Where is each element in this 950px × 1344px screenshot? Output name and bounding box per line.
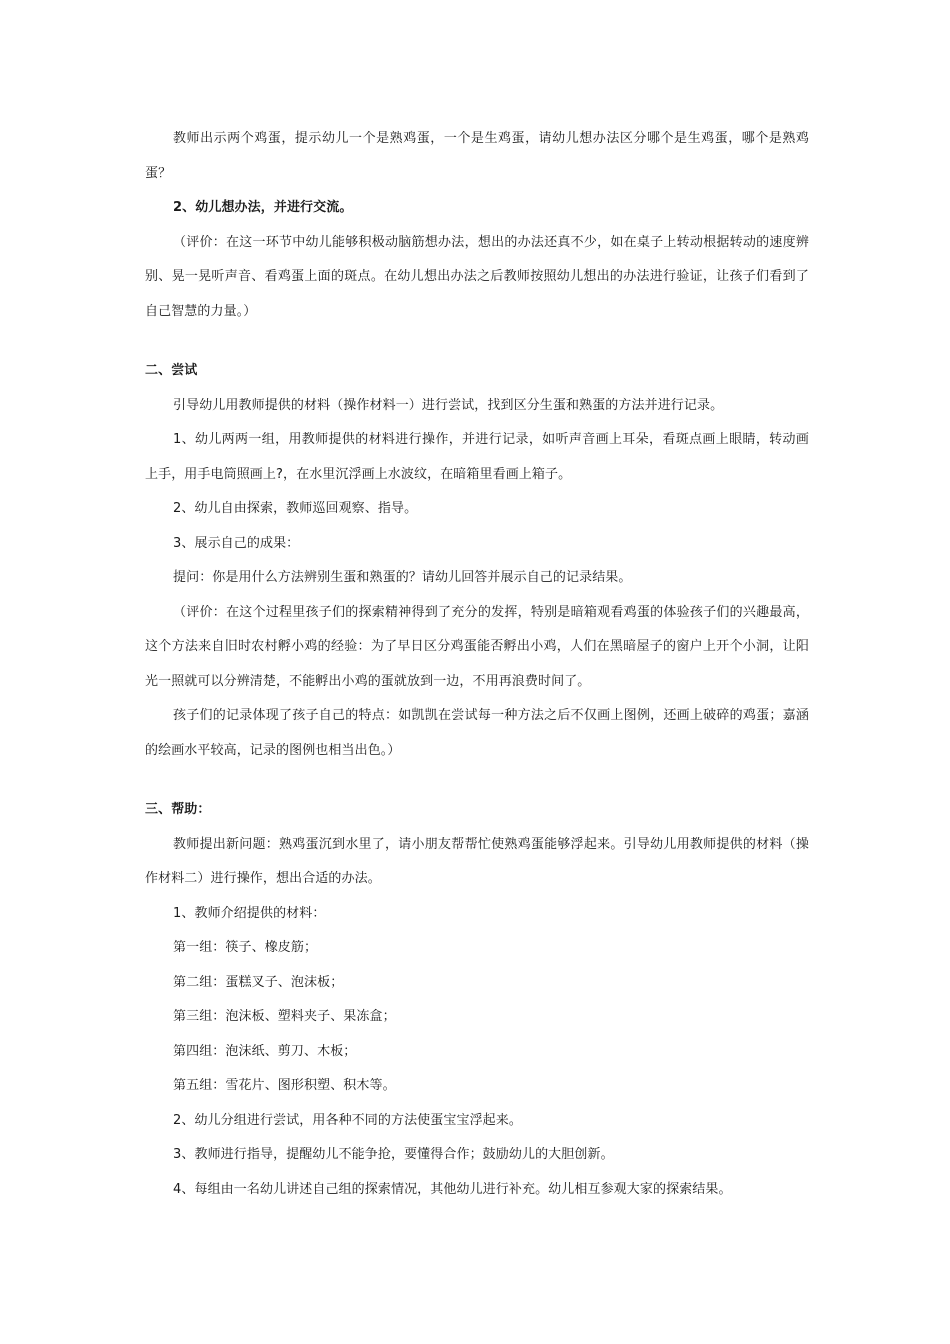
- section1-evaluation: （评价：在这一环节中幼儿能够积极动脑筋想办法，想出的办法还真不少，如在桌子上转动根据转动的速度辨别、晃一晃听声音、看鸡蛋上面的斑点。在幼儿想出办法之后教师按照幼儿想出的办法进行验证，让孩子们看到了自己智慧的力量。）: [145, 234, 809, 319]
- paragraph-gap: [145, 768, 809, 793]
- material-group-5: 第五组：雪花片、图形积塑、积木等。: [173, 1078, 396, 1093]
- section2-heading: 二、尝试: [145, 363, 198, 378]
- material-group-1: 第一组：筷子、橡皮筋；: [173, 940, 318, 955]
- section3-heading: 三、帮助：: [145, 802, 211, 817]
- section2-item2: 2、幼儿自由探索，教师巡回观察、指导。: [173, 501, 418, 516]
- section3-item1: 1、教师介绍提供的材料：: [173, 905, 326, 921]
- section2-question: 提问：你是用什么方法辨别生蛋和熟蛋的？请幼儿回答并展示自己的记录结果。: [173, 570, 632, 585]
- section3-item3: 3、教师进行指导，提醒幼儿不能争抢，要懂得合作；鼓励幼儿的大胆创新。: [173, 1147, 614, 1162]
- section3-intro: 教师提出新问题：熟鸡蛋沉到水里了，请小朋友帮帮忙使熟鸡蛋能够浮起来。引导幼儿用教师提供的材料（操作材料二）进行操作，想出合适的办法。: [145, 836, 809, 886]
- section1-step2-title: 2、幼儿想办法，并进行交流。: [173, 200, 353, 215]
- section2-item3: 3、展示自己的成果：: [173, 535, 300, 551]
- section2-evaluation1: （评价：在这个过程里孩子们的探索精神得到了充分的发挥，特别是暗箱观看鸡蛋的体验孩子们的兴趣最高，这个方法来自旧时农村孵小鸡的经验：为了早日区分鸡蛋能否孵出小鸡，人们在黑暗屋子的窗户上开个小洞，让阳光一照就可以分辨清楚，不能孵出小鸡的蛋就放到一边，不用再浪费时间了。: [145, 604, 809, 689]
- section2-item1: 1、幼儿两两一组，用教师提供的材料进行操作，并进行记录，如听声音画上耳朵，看斑点画上眼睛，转动画上手，用手电筒照画上?，在水里沉浮画上水波纹，在暗箱里看画上箱子。: [145, 432, 809, 482]
- material-group-3: 第三组：泡沫板、塑料夹子、果冻盒；: [173, 1009, 396, 1024]
- section3-item4: 4、每组由一名幼儿讲述自己组的探索情况，其他幼儿进行补充。幼儿相互参观大家的探索结果。: [173, 1181, 732, 1197]
- material-group-4: 第四组：泡沫纸、剪刀、木板；: [173, 1043, 357, 1059]
- material-group-2: 第二组：蛋糕叉子、泡沫板；: [173, 974, 344, 990]
- paragraph-gap: [145, 329, 809, 354]
- section2-evaluation2: 孩子们的记录体现了孩子自己的特点：如凯凯在尝试每一种方法之后不仅画上图例，还画上破碎的鸡蛋；嘉涵的绘画水平较高，记录的图例也相当出色。）: [145, 708, 809, 758]
- section2-intro: 引导幼儿用教师提供的材料（操作材料一）进行尝试，找到区分生蛋和熟蛋的方法并进行记录。: [173, 397, 724, 413]
- document-body: [145, 122, 809, 1207]
- section3-item2: 2、幼儿分组进行尝试，用各种不同的方法使蛋宝宝浮起来。: [173, 1112, 522, 1128]
- section1-intro: 教师出示两个鸡蛋，提示幼儿一个是熟鸡蛋，一个是生鸡蛋，请幼儿想办法区分哪个是生鸡蛋，哪个是熟鸡蛋？: [145, 131, 809, 181]
